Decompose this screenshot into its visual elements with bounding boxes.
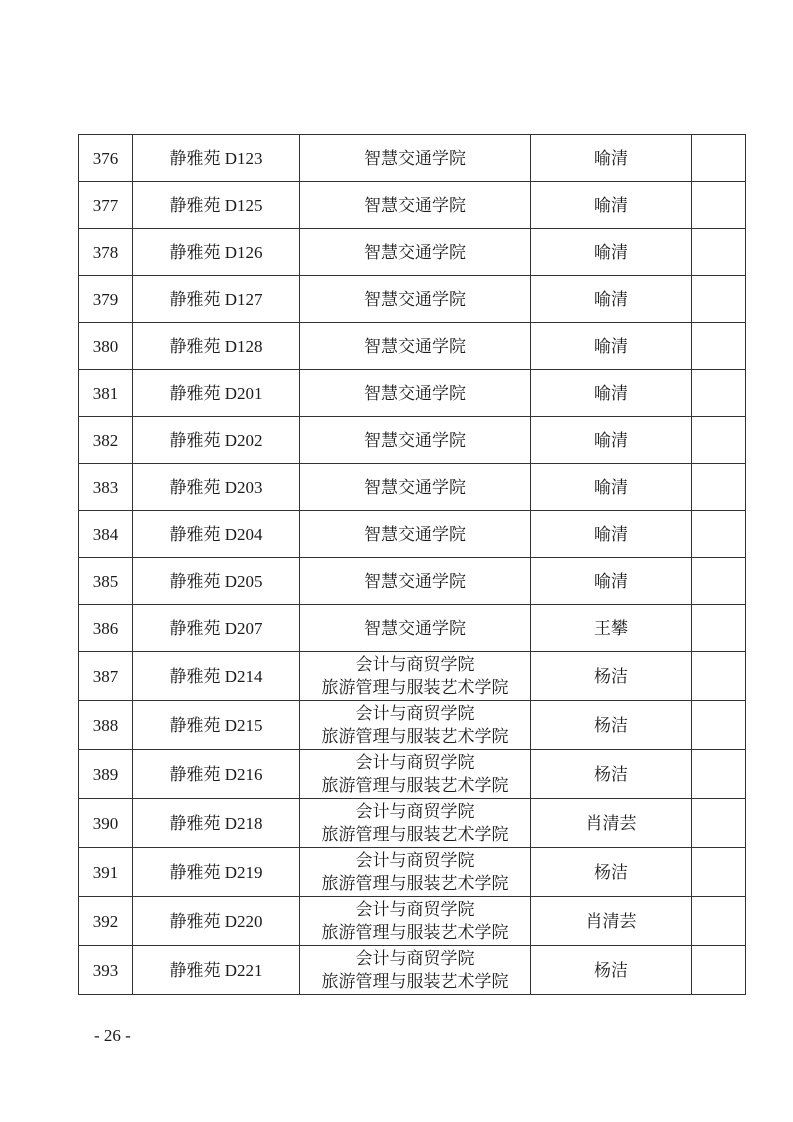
college-name: 会计与商贸学院 bbox=[355, 655, 475, 674]
row-number-cell: 389 bbox=[79, 750, 133, 799]
row-number-cell: 379 bbox=[79, 276, 133, 323]
room-cell: 静雅苑 D204 bbox=[133, 511, 300, 558]
room-cell: 静雅苑 D202 bbox=[133, 417, 300, 464]
person-cell: 肖清芸 bbox=[531, 897, 692, 946]
college-cell bbox=[300, 323, 531, 370]
table-row bbox=[79, 605, 746, 652]
room-cell: 静雅苑 D205 bbox=[133, 558, 300, 605]
room-cell: 静雅苑 D123 bbox=[133, 135, 300, 182]
room-cell: 静雅苑 D201 bbox=[133, 370, 300, 417]
row-number-cell: 384 bbox=[79, 511, 133, 558]
room-cell: 静雅苑 D203 bbox=[133, 464, 300, 511]
college-name: 智慧交通学院 bbox=[364, 383, 466, 403]
room-cell: 静雅苑 D126 bbox=[133, 229, 300, 276]
note-cell bbox=[692, 848, 746, 897]
note-cell bbox=[692, 370, 746, 417]
row-number-cell: 386 bbox=[79, 605, 133, 652]
room-cell: 静雅苑 D215 bbox=[133, 701, 300, 750]
table-row bbox=[79, 897, 746, 946]
college-cell bbox=[300, 946, 531, 995]
college-name: 会计与商贸学院 bbox=[355, 704, 475, 723]
note-cell bbox=[692, 605, 746, 652]
room-cell: 静雅苑 D216 bbox=[133, 750, 300, 799]
person-cell: 喻清 bbox=[531, 417, 692, 464]
row-number-cell: 376 bbox=[79, 135, 133, 182]
college-name: 旅游管理与服装艺术学院 bbox=[321, 874, 509, 893]
college-name: 旅游管理与服装艺术学院 bbox=[321, 825, 509, 844]
college-cell bbox=[300, 605, 531, 652]
person-cell: 王攀 bbox=[531, 605, 692, 652]
table-row bbox=[79, 750, 746, 799]
note-cell bbox=[692, 276, 746, 323]
note-cell bbox=[692, 799, 746, 848]
college-name: 智慧交通学院 bbox=[364, 571, 466, 591]
person-cell: 喻清 bbox=[531, 464, 692, 511]
college-cell bbox=[300, 370, 531, 417]
table-row bbox=[79, 799, 746, 848]
table-row bbox=[79, 229, 746, 276]
person-cell: 杨洁 bbox=[531, 946, 692, 995]
note-cell bbox=[692, 701, 746, 750]
college-name: 智慧交通学院 bbox=[364, 242, 466, 262]
table-row bbox=[79, 276, 746, 323]
college-cell bbox=[300, 417, 531, 464]
row-number-cell: 380 bbox=[79, 323, 133, 370]
table-row bbox=[79, 370, 746, 417]
college-cell bbox=[300, 182, 531, 229]
person-cell: 喻清 bbox=[531, 511, 692, 558]
college-name: 智慧交通学院 bbox=[364, 336, 466, 356]
note-cell bbox=[692, 182, 746, 229]
college-name: 智慧交通学院 bbox=[364, 477, 466, 497]
person-cell: 喻清 bbox=[531, 323, 692, 370]
table-row bbox=[79, 701, 746, 750]
table-row bbox=[79, 182, 746, 229]
college-cell bbox=[300, 558, 531, 605]
row-number-cell: 393 bbox=[79, 946, 133, 995]
note-cell bbox=[692, 323, 746, 370]
college-cell bbox=[300, 652, 531, 701]
dormitory-table bbox=[78, 134, 746, 995]
row-number-cell: 383 bbox=[79, 464, 133, 511]
note-cell bbox=[692, 558, 746, 605]
table-row bbox=[79, 652, 746, 701]
room-cell: 静雅苑 D207 bbox=[133, 605, 300, 652]
note-cell bbox=[692, 417, 746, 464]
row-number-cell: 381 bbox=[79, 370, 133, 417]
person-cell: 喻清 bbox=[531, 370, 692, 417]
college-name: 旅游管理与服装艺术学院 bbox=[321, 678, 509, 697]
row-number-cell: 377 bbox=[79, 182, 133, 229]
table-row bbox=[79, 558, 746, 605]
college-name: 旅游管理与服装艺术学院 bbox=[321, 727, 509, 746]
note-cell bbox=[692, 464, 746, 511]
college-name: 智慧交通学院 bbox=[364, 195, 466, 215]
college-name: 会计与商贸学院 bbox=[355, 949, 475, 968]
table-row bbox=[79, 511, 746, 558]
person-cell: 杨洁 bbox=[531, 750, 692, 799]
person-cell: 肖清芸 bbox=[531, 799, 692, 848]
room-cell: 静雅苑 D127 bbox=[133, 276, 300, 323]
person-cell: 喻清 bbox=[531, 135, 692, 182]
table-row bbox=[79, 464, 746, 511]
college-name: 旅游管理与服装艺术学院 bbox=[321, 776, 509, 795]
college-name: 智慧交通学院 bbox=[364, 618, 466, 638]
note-cell bbox=[692, 946, 746, 995]
page-number: - 26 - bbox=[94, 1026, 131, 1045]
table-row bbox=[79, 417, 746, 464]
note-cell bbox=[692, 511, 746, 558]
college-name: 会计与商贸学院 bbox=[355, 900, 475, 919]
row-number-cell: 378 bbox=[79, 229, 133, 276]
note-cell bbox=[692, 750, 746, 799]
college-cell bbox=[300, 276, 531, 323]
person-cell: 杨洁 bbox=[531, 652, 692, 701]
person-cell: 喻清 bbox=[531, 276, 692, 323]
college-name: 智慧交通学院 bbox=[364, 289, 466, 309]
college-name: 智慧交通学院 bbox=[364, 430, 466, 450]
room-cell: 静雅苑 D218 bbox=[133, 799, 300, 848]
college-name: 会计与商贸学院 bbox=[355, 753, 475, 772]
college-cell bbox=[300, 750, 531, 799]
college-cell bbox=[300, 229, 531, 276]
row-number-cell: 391 bbox=[79, 848, 133, 897]
table-body bbox=[79, 135, 746, 995]
row-number-cell: 385 bbox=[79, 558, 133, 605]
room-cell: 静雅苑 D125 bbox=[133, 182, 300, 229]
college-cell bbox=[300, 135, 531, 182]
note-cell bbox=[692, 652, 746, 701]
college-cell bbox=[300, 897, 531, 946]
room-cell: 静雅苑 D221 bbox=[133, 946, 300, 995]
table-row bbox=[79, 135, 746, 182]
college-name: 智慧交通学院 bbox=[364, 148, 466, 168]
room-cell: 静雅苑 D214 bbox=[133, 652, 300, 701]
college-name: 会计与商贸学院 bbox=[355, 802, 475, 821]
room-cell: 静雅苑 D219 bbox=[133, 848, 300, 897]
person-cell: 喻清 bbox=[531, 182, 692, 229]
college-cell bbox=[300, 511, 531, 558]
row-number-cell: 382 bbox=[79, 417, 133, 464]
person-cell: 杨洁 bbox=[531, 848, 692, 897]
college-cell bbox=[300, 464, 531, 511]
person-cell: 喻清 bbox=[531, 229, 692, 276]
college-name: 智慧交通学院 bbox=[364, 524, 466, 544]
table-row bbox=[79, 848, 746, 897]
person-cell: 杨洁 bbox=[531, 701, 692, 750]
college-name: 旅游管理与服装艺术学院 bbox=[321, 923, 509, 942]
table-row bbox=[79, 323, 746, 370]
college-cell bbox=[300, 701, 531, 750]
college-name: 会计与商贸学院 bbox=[355, 851, 475, 870]
college-name: 旅游管理与服装艺术学院 bbox=[321, 972, 509, 991]
row-number-cell: 390 bbox=[79, 799, 133, 848]
person-cell: 喻清 bbox=[531, 558, 692, 605]
table-row bbox=[79, 946, 746, 995]
college-cell bbox=[300, 799, 531, 848]
room-cell: 静雅苑 D220 bbox=[133, 897, 300, 946]
room-cell: 静雅苑 D128 bbox=[133, 323, 300, 370]
note-cell bbox=[692, 897, 746, 946]
note-cell bbox=[692, 229, 746, 276]
row-number-cell: 392 bbox=[79, 897, 133, 946]
row-number-cell: 387 bbox=[79, 652, 133, 701]
row-number-cell: 388 bbox=[79, 701, 133, 750]
college-cell bbox=[300, 848, 531, 897]
note-cell bbox=[692, 135, 746, 182]
